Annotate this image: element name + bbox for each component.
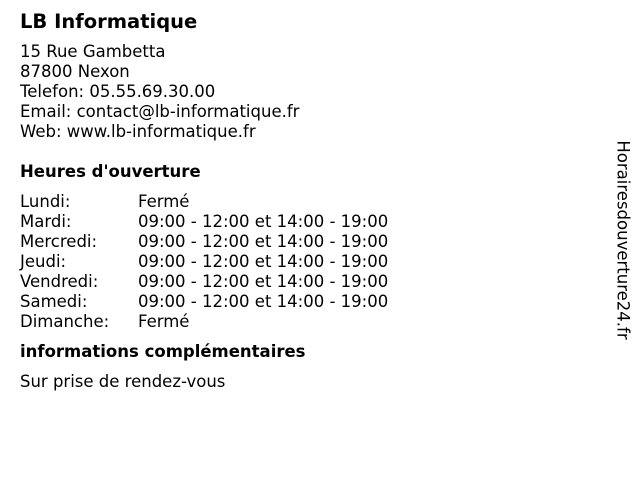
business-card bbox=[20, 10, 590, 392]
opening-hours-table bbox=[20, 192, 590, 332]
hours-row-saturday bbox=[20, 292, 590, 312]
day-label: Dimanche: bbox=[20, 312, 110, 331]
day-label: Vendredi: bbox=[20, 272, 99, 291]
day-label: Jeudi: bbox=[20, 252, 67, 271]
day-label: Lundi: bbox=[20, 192, 71, 211]
day-hours: Fermé bbox=[138, 312, 190, 331]
day-hours: 09:00 - 12:00 et 14:00 - 19:00 bbox=[138, 212, 389, 231]
city-postcode: 87800 Nexon bbox=[20, 62, 130, 81]
site-watermark: Horairesdouverture24.fr bbox=[613, 140, 633, 340]
day-label: Mardi: bbox=[20, 212, 72, 231]
additional-info-text: Sur prise de rendez-vous bbox=[20, 372, 226, 391]
hours-row-sunday bbox=[20, 312, 590, 332]
hours-row-wednesday bbox=[20, 232, 590, 252]
contact-block bbox=[20, 42, 590, 142]
hours-row-thursday bbox=[20, 252, 590, 272]
day-hours: 09:00 - 12:00 et 14:00 - 19:00 bbox=[138, 232, 389, 251]
website-line: Web: www.lb-informatique.fr bbox=[20, 122, 256, 141]
day-hours: Fermé bbox=[138, 192, 190, 211]
hours-row-monday bbox=[20, 192, 590, 212]
hours-row-tuesday bbox=[20, 212, 590, 232]
day-label: Samedi: bbox=[20, 292, 88, 311]
day-hours: 09:00 - 12:00 et 14:00 - 19:00 bbox=[138, 272, 389, 291]
email-line: Email: contact@lb-informatique.fr bbox=[20, 102, 300, 121]
hours-row-friday bbox=[20, 272, 590, 292]
day-hours: 09:00 - 12:00 et 14:00 - 19:00 bbox=[138, 292, 389, 311]
business-name: LB Informatique bbox=[20, 10, 198, 33]
day-hours: 09:00 - 12:00 et 14:00 - 19:00 bbox=[138, 252, 389, 271]
day-label: Mercredi: bbox=[20, 232, 98, 251]
additional-info-heading: informations complémentaires bbox=[20, 342, 306, 361]
phone-line: Telefon: 05.55.69.30.00 bbox=[20, 82, 216, 101]
opening-hours-heading: Heures d'ouverture bbox=[20, 162, 201, 181]
street-address: 15 Rue Gambetta bbox=[20, 42, 166, 61]
